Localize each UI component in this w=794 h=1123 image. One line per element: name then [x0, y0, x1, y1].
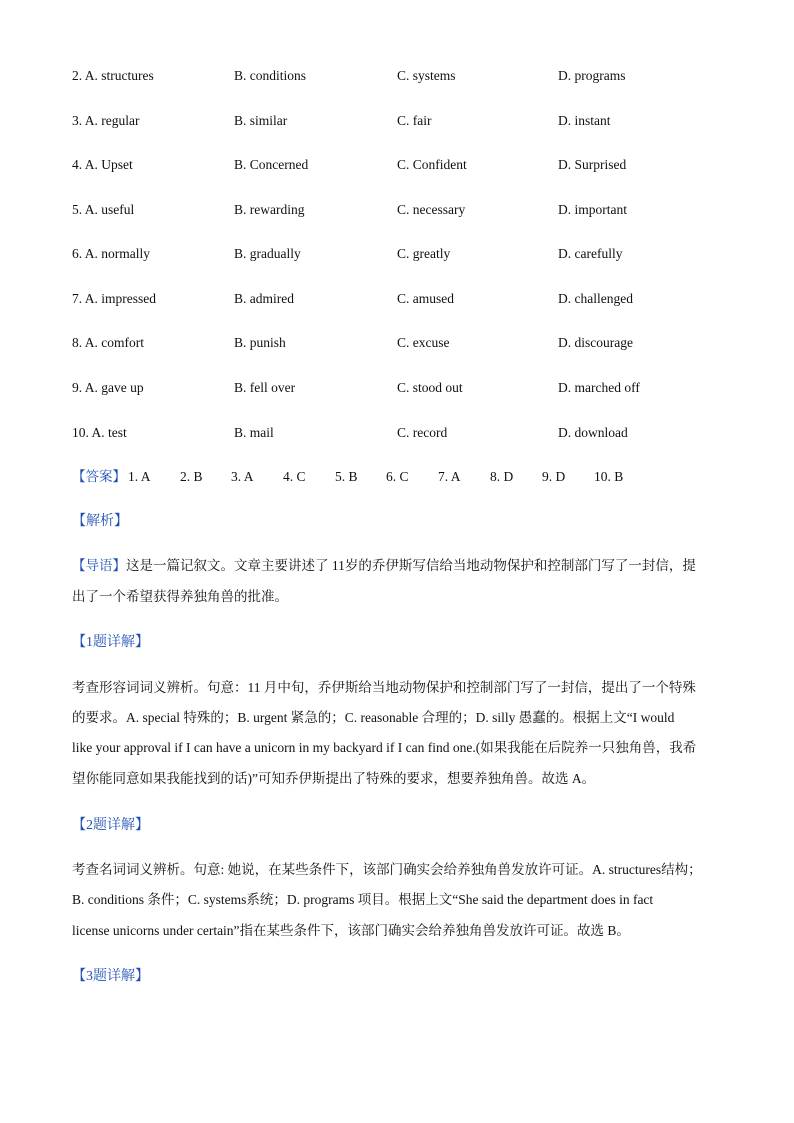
- q2-line-3: license unicorns under certain”指在某些条件下，该部门确实会给养独角兽发放许可证。故选 B。: [72, 923, 630, 938]
- option-a: 7. A. impressed: [72, 291, 156, 306]
- option-b: B. Concerned: [234, 157, 309, 172]
- option-row-5: [0, 199, 794, 221]
- answer-item: 7. A: [438, 469, 461, 484]
- q3-heading: 【3题详解】: [72, 969, 149, 984]
- q1-line-1: 考查形容词词义辨析。句意：11 月中旬，乔伊斯给当地动物保护和控制部门写了一封信，提出了一个特殊: [72, 680, 696, 695]
- option-c: C. record: [397, 425, 448, 440]
- option-d: D. marched off: [558, 380, 640, 395]
- analysis-heading: 【解析】: [72, 514, 128, 529]
- option-b: B. punish: [234, 335, 286, 350]
- option-a: 8. A. comfort: [72, 335, 144, 350]
- option-a: 3. A. regular: [72, 113, 140, 128]
- option-a: 6. A. normally: [72, 246, 150, 261]
- option-b: B. fell over: [234, 380, 296, 395]
- option-c: C. Confident: [397, 157, 467, 172]
- q1-heading: 【1题详解】: [72, 635, 149, 650]
- q1-line-4: 望你能同意如果我能找到的话)”可知乔伊斯提出了特殊的要求，想要养独角兽。故选 A。: [72, 771, 596, 786]
- option-d: D. carefully: [558, 246, 623, 261]
- intro-label: 【导语】: [72, 558, 126, 573]
- option-a: 4. A. Upset: [72, 157, 133, 172]
- option-a: 2. A. structures: [72, 68, 154, 83]
- option-c: C. excuse: [397, 335, 450, 350]
- option-c: C. greatly: [397, 246, 451, 261]
- option-d: D. discourage: [558, 335, 633, 350]
- option-d: D. Surprised: [558, 157, 627, 172]
- option-b: B. rewarding: [234, 202, 305, 217]
- option-c: C. stood out: [397, 380, 463, 395]
- option-row-8: [0, 332, 794, 354]
- option-row-4: [0, 154, 794, 176]
- option-c: C. amused: [397, 291, 454, 306]
- answer-item: 3. A: [231, 469, 254, 484]
- answer-item: 5. B: [335, 469, 358, 484]
- option-c: C. fair: [397, 113, 432, 128]
- answer-item: 2. B: [180, 469, 203, 484]
- option-row-6: [0, 243, 794, 265]
- answer-item: 4. C: [283, 469, 306, 484]
- option-d: D. challenged: [558, 291, 633, 306]
- answer-item: 1. A: [128, 469, 151, 484]
- option-a: 9. A. gave up: [72, 380, 144, 395]
- q1-line-3: like your approval if I can have a unicorn in my backyard if I can find one.(如果我能在后院养一只独角兽，我希: [72, 740, 697, 755]
- option-a: 10. A. test: [72, 425, 127, 440]
- option-a: 5. A. useful: [72, 202, 135, 217]
- intro-line-1: 这是一篇记叙文。文章主要讲述了 11岁的乔伊斯写信给当地动物保护和控制部门写了一封信，提: [126, 558, 696, 573]
- q1-line-2: 的要求。A. special 特殊的；B. urgent 紧急的；C. reasonable 合理的；D. silly 愚蠢的。根据上文“I would: [72, 710, 675, 725]
- q2-heading: 【2题详解】: [72, 818, 149, 833]
- option-b: B. gradually: [234, 246, 301, 261]
- option-b: B. mail: [234, 425, 274, 440]
- answer-item: 10. B: [594, 469, 624, 484]
- q1-paragraph: [72, 677, 724, 789]
- option-c: C. systems: [397, 68, 456, 83]
- option-d: D. instant: [558, 113, 611, 128]
- option-row-7: [0, 288, 794, 310]
- option-c: C. necessary: [397, 202, 466, 217]
- option-b: B. admired: [234, 291, 294, 306]
- option-row-10: [0, 422, 794, 444]
- intro-paragraph: [72, 555, 724, 605]
- answer-label: 【答案】: [72, 469, 126, 484]
- option-row-3: [0, 110, 794, 132]
- option-d: D. download: [558, 425, 628, 440]
- option-d: D. programs: [558, 68, 626, 83]
- option-d: D. important: [558, 202, 627, 217]
- answer-item: 8. D: [490, 469, 514, 484]
- option-row-9: [0, 377, 794, 399]
- answer-line: [72, 466, 624, 488]
- intro-line-2: 出了一个希望获得养独角兽的批准。: [72, 589, 288, 604]
- option-b: B. conditions: [234, 68, 307, 83]
- q2-paragraph: [72, 859, 724, 941]
- q2-line-1: 考查名词词义辨析。句意: 她说，在某些条件下，该部门确实会给养独角兽发放许可证。A. structures结构；: [72, 862, 702, 877]
- option-b: B. similar: [234, 113, 288, 128]
- option-row-2: [0, 65, 794, 87]
- answer-item: 6. C: [386, 469, 409, 484]
- answer-item: 9. D: [542, 469, 566, 484]
- q2-line-2: B. conditions 条件；C. systems系统；D. programs 项目。根据上文“She said the department does in fact: [72, 892, 654, 907]
